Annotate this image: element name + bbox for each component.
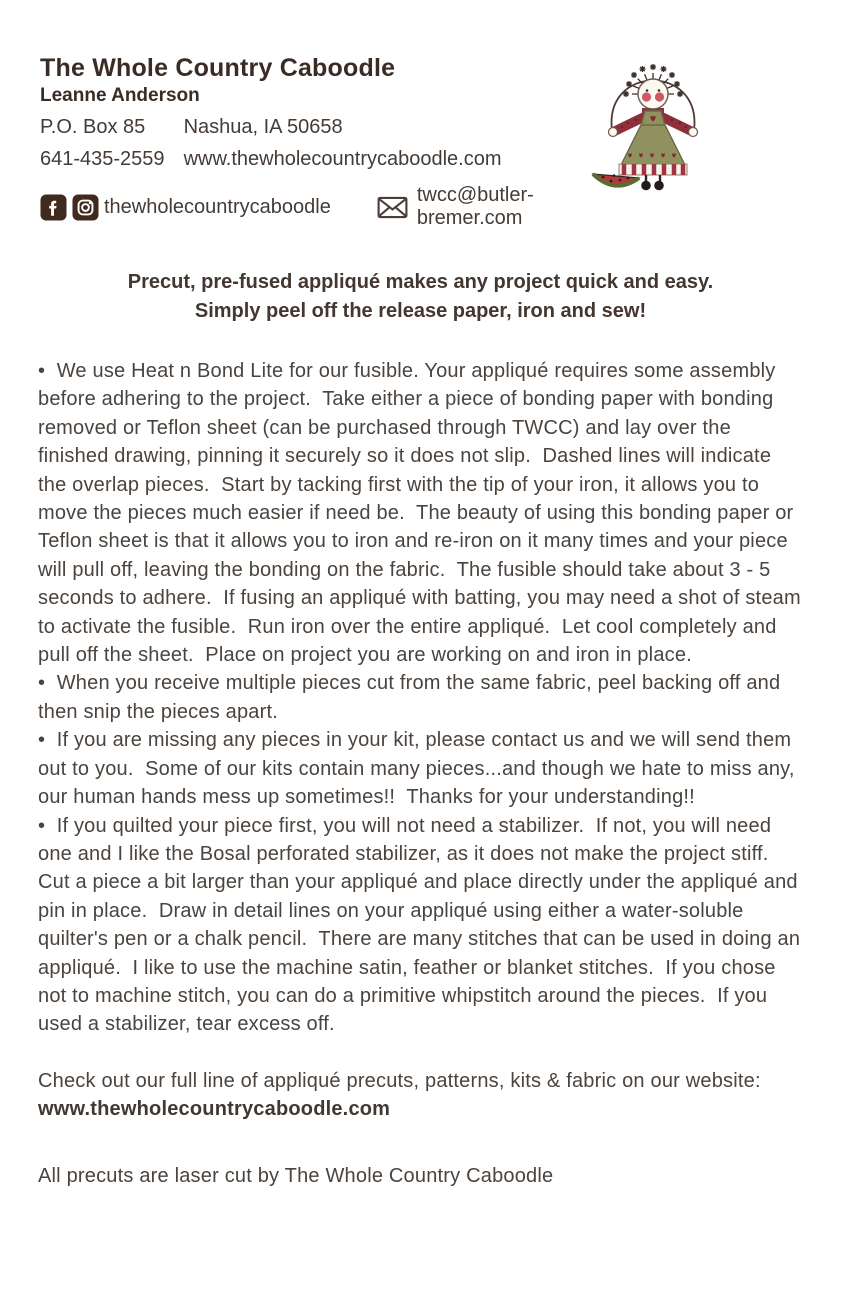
doll-logo-illustration: [588, 54, 720, 196]
social-row: [40, 184, 588, 230]
envelope-icon: [377, 196, 408, 219]
footer-promo-text: Check out our full line of appliqué precuts, patterns, kits & fabric on our website:: [38, 1069, 767, 1092]
doll-dress: [621, 125, 685, 165]
footer: [38, 1067, 803, 1190]
instagram-icon: [72, 194, 99, 221]
intro-line-2: Simply peel off the release paper, iron and sew!: [194, 300, 647, 322]
address-line: [40, 116, 588, 139]
facebook-icon: [40, 194, 67, 221]
instruction-bullet-fusible: • We use Heat n Bond Lite for our fusible. Your appliqué requires some assembly before adhering to the project. Take either a piece of bonding paper with bonding removed or Teflon sheet (can be purchased through TWCC) and lay over the finished drawing, pinning it securely so it does not slip. Dashed lines will indicate the overlap pieces. Start by tacking first with the tip of your iron, it allows you to move the pieces much easier if need be. The beauty of using this bonding paper or Teflon sheet is that it allows you to iron and re-iron on it many times and your piece will pull off, leaving the bonding on the fabric. The fusible should take about 3 - 5 seconds to adhere. If fusing an appliqué with batting, you may need a shot of steam to activate the fusible. Run iron over the entire appliqué. Let cool completely and pull off the sheet. Place on project you are working on and iron in place.: [38, 360, 807, 667]
po-box: P.O. Box 85: [40, 116, 146, 138]
phone-number: 641-435-2559: [40, 148, 165, 170]
instruction-bullet-multiple-pieces: • When you receive multiple pieces cut from the same fabric, peel backing off and then snip the pieces apart.: [38, 672, 787, 723]
contact-block: [40, 54, 588, 230]
doll-face: [638, 79, 668, 109]
header: [0, 0, 841, 230]
city-state-zip: Nashua, IA 50658: [183, 116, 343, 138]
phone-website-line: [40, 148, 588, 171]
footer-laser-note: All precuts are laser cut by The Whole Country Caboodle: [38, 1164, 554, 1187]
intro-heading: [0, 268, 841, 326]
instructions-section: [38, 357, 807, 1039]
website-url: www.thewholecountrycaboodle.com: [183, 148, 502, 170]
social-handle: thewholecountrycaboodle: [104, 195, 331, 218]
owner-name: Leanne Anderson: [40, 85, 200, 106]
email-address: twcc@butler-bremer.com: [416, 184, 534, 229]
intro-line-1: Precut, pre-fused appliqué makes any project quick and easy.: [127, 271, 714, 293]
footer-website-url: www.thewholecountrycaboodle.com: [38, 1098, 391, 1121]
footer-promo: [38, 1067, 803, 1124]
instruction-bullet-missing-pieces: • If you are missing any pieces in your kit, please contact us and we will send them out to you. Some of our kits contain many pieces...and though we hate to miss any, our human hands mess up sometimes!! Thanks for your understanding!!: [38, 729, 801, 809]
instruction-bullet-stabilizer: • If you quilted your piece first, you will not need a stabilizer. If not, you will need one and I like the Bosal perforated stabilizer, as it does not make the project stiff. Cut a piece a bit larger than your appliqué and place directly under the appliqué and pin in place. Draw in detail lines on your appliqué using either a water-soluble quilter's pen or a chalk pencil. There are many stitches that can be used in doing an appliqué. I like to use the machine satin, feather or blanket stitches. If you chose not to machine stitch, you can do a primitive whipstitch around the pieces. If you used a stabilizer, tear excess off.: [38, 814, 806, 1036]
watermelon-icon: [593, 174, 639, 186]
company-name: The Whole Country Caboodle: [40, 54, 396, 82]
